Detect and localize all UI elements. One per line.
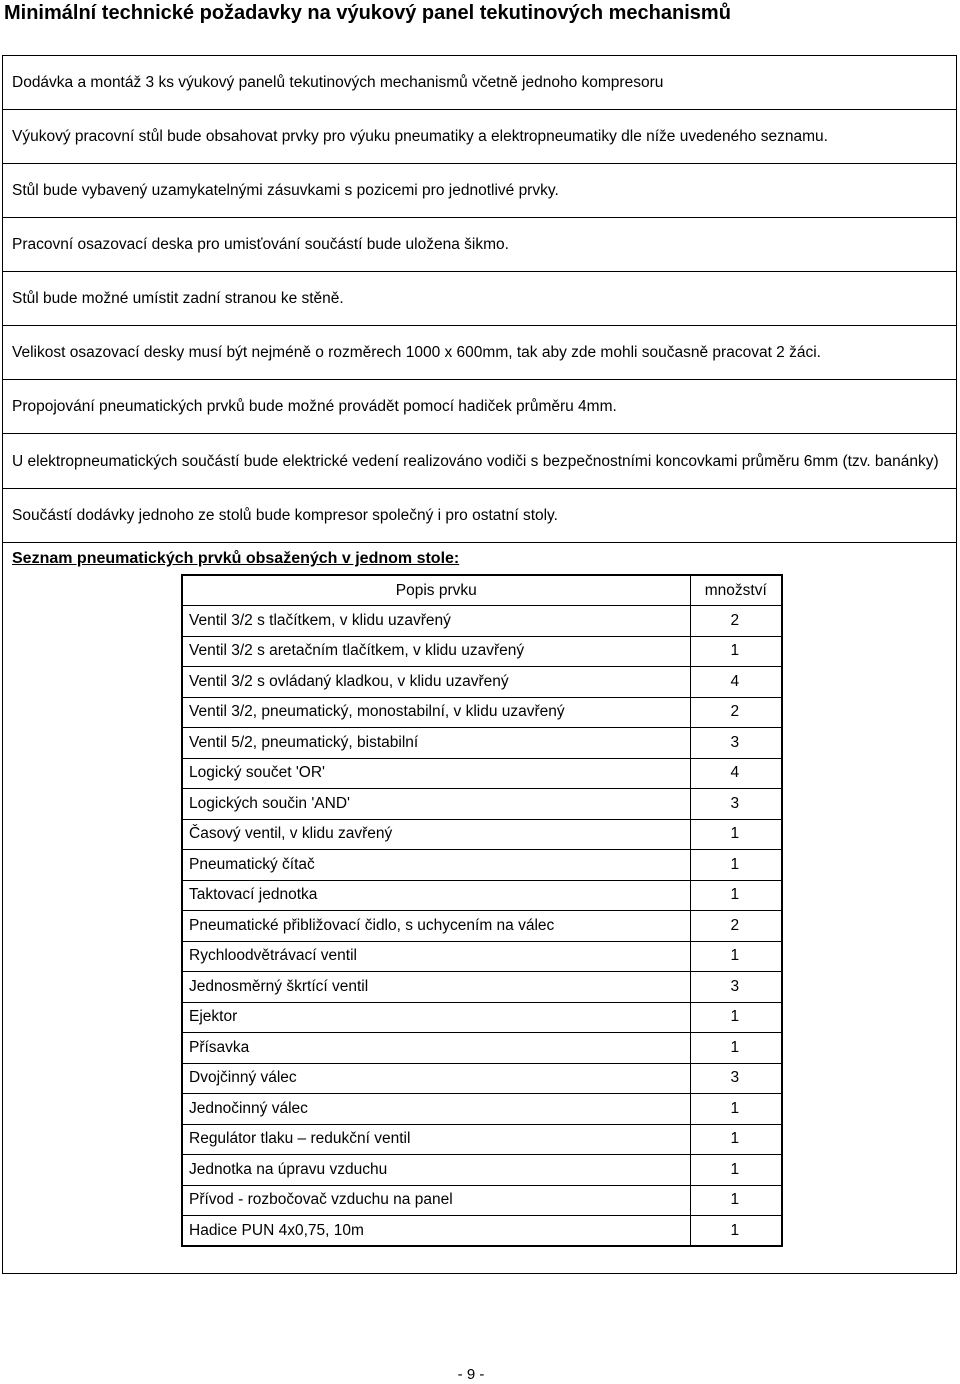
header-description: Popis prvku	[182, 575, 690, 606]
requirements-frame	[2, 55, 957, 1274]
item-quantity: 2	[690, 697, 782, 728]
parts-table	[181, 574, 783, 1247]
item-quantity: 3	[690, 1063, 782, 1094]
table-row	[182, 1155, 782, 1186]
item-quantity: 1	[690, 636, 782, 667]
item-description: Pneumatický čítač	[182, 850, 690, 881]
table-row	[182, 850, 782, 881]
requirement-row: Dodávka a montáž 3 ks výukový panelů tekutinových mechanismů včetně jednoho kompresoru	[12, 74, 664, 91]
item-description: Rychloodvětrávací ventil	[182, 941, 690, 972]
item-description: Časový ventil, v klidu zavřený	[182, 819, 690, 850]
table-row	[182, 1216, 782, 1247]
item-description: Hadice PUN 4x0,75, 10m	[182, 1216, 690, 1247]
item-quantity: 1	[690, 1155, 782, 1186]
item-quantity: 1	[690, 850, 782, 881]
requirement-row: Pracovní osazovací deska pro umisťování součástí bude uložena šikmo.	[3, 217, 956, 271]
table-row	[182, 880, 782, 911]
item-quantity: 3	[690, 728, 782, 759]
requirement-row: U elektropneumatických součástí bude elektrické vedení realizováno vodiči s bezpečnostními koncovkami průměru 6mm (tzv. banánky)	[3, 433, 956, 488]
table-row	[182, 1063, 782, 1094]
item-description: Ventil 5/2, pneumatický, bistabilní	[182, 728, 690, 759]
item-quantity: 1	[690, 1002, 782, 1033]
parts-table-body	[182, 606, 782, 1247]
item-quantity: 2	[690, 911, 782, 942]
table-row	[182, 819, 782, 850]
table-row	[182, 1002, 782, 1033]
table-row	[182, 606, 782, 637]
table-row	[182, 758, 782, 789]
item-quantity: 1	[690, 1216, 782, 1247]
item-quantity: 3	[690, 972, 782, 1003]
table-row	[182, 667, 782, 698]
table-row	[182, 728, 782, 759]
item-description: Ventil 3/2 s tlačítkem, v klidu uzavřený	[182, 606, 690, 637]
item-quantity: 1	[690, 1094, 782, 1125]
item-quantity: 3	[690, 789, 782, 820]
item-quantity: 1	[690, 880, 782, 911]
table-row	[182, 1185, 782, 1216]
item-description: Pneumatické přibližovací čidlo, s uchycením na válec	[182, 911, 690, 942]
item-description: Taktovací jednotka	[182, 880, 690, 911]
parts-list-heading: Seznam pneumatických prvků obsažených v jednom stole:	[12, 550, 460, 567]
item-description: Ventil 3/2 s ovládaný kladkou, v klidu uzavřený	[182, 667, 690, 698]
item-description: Logických součin 'AND'	[182, 789, 690, 820]
requirement-row: Výukový pracovní stůl bude obsahovat prvky pro výuku pneumatiky a elektropneumatiky dle níže uvedeného seznamu.	[3, 109, 956, 163]
requirement-row: Velikost osazovací desky musí být nejméně o rozměrech 1000 x 600mm, tak aby zde mohli současně pracovat 2 žáci.	[3, 325, 956, 379]
page-number: - 9 -	[457, 1366, 485, 1383]
item-quantity: 1	[690, 1185, 782, 1216]
table-row	[182, 1124, 782, 1155]
table-row	[182, 697, 782, 728]
table-row	[182, 941, 782, 972]
requirement-row: Stůl bude vybavený uzamykatelnými zásuvkami s pozicemi pro jednotlivé prvky.	[3, 163, 956, 217]
header-quantity: množství	[690, 575, 782, 606]
item-quantity: 4	[690, 758, 782, 789]
item-quantity: 1	[690, 941, 782, 972]
item-description: Jednotka na úpravu vzduchu	[182, 1155, 690, 1186]
item-quantity: 4	[690, 667, 782, 698]
requirement-row: Stůl bude možné umístit zadní stranou ke stěně.	[3, 271, 956, 325]
item-quantity: 1	[690, 1124, 782, 1155]
item-description: Ventil 3/2 s aretačním tlačítkem, v klidu uzavřený	[182, 636, 690, 667]
table-row	[182, 789, 782, 820]
item-description: Přívod - rozbočovač vzduchu na panel	[182, 1185, 690, 1216]
item-quantity: 1	[690, 1033, 782, 1064]
item-description: Přísavka	[182, 1033, 690, 1064]
table-header-row	[182, 575, 782, 606]
parts-list-section	[3, 542, 956, 1273]
item-description: Jednočinný válec	[182, 1094, 690, 1125]
table-row	[182, 911, 782, 942]
table-row	[182, 972, 782, 1003]
item-description: Ventil 3/2, pneumatický, monostabilní, v klidu uzavřený	[182, 697, 690, 728]
item-description: Logický součet 'OR'	[182, 758, 690, 789]
item-description: Regulátor tlaku – redukční ventil	[182, 1124, 690, 1155]
table-row	[182, 636, 782, 667]
requirement-row: Propojování pneumatických prvků bude možné provádět pomocí hadiček průměru 4mm.	[3, 379, 956, 433]
table-row	[182, 1094, 782, 1125]
item-description: Ejektor	[182, 1002, 690, 1033]
item-quantity: 1	[690, 819, 782, 850]
requirement-row: Součástí dodávky jednoho ze stolů bude kompresor společný i pro ostatní stoly.	[3, 488, 956, 542]
table-row	[182, 1033, 782, 1064]
item-description: Dvojčinný válec	[182, 1063, 690, 1094]
item-description: Jednosměrný škrtící ventil	[182, 972, 690, 1003]
document-title: Minimální technické požadavky na výukový panel tekutinových mechanismů	[4, 2, 731, 24]
item-quantity: 2	[690, 606, 782, 637]
